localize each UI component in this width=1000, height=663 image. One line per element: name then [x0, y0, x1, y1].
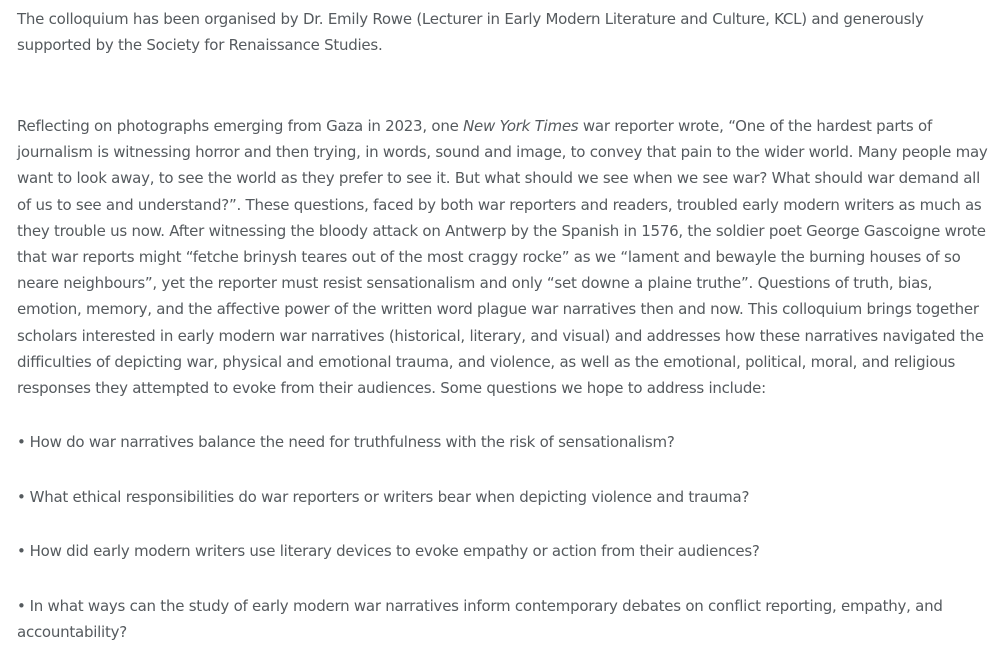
bullet-icon: •	[17, 488, 26, 506]
main-paragraph-text-rest: war reporter wrote, “One of the hardest parts of journalism is witnessing horror and then trying, in words, sound and image, to convey that pain to the wider world. Many people may want to look away, to see the world as they prefer to see it. But what should we see when we see war? What should war demand all of us to see and understand?”. These questions, faced by both war reporters and readers, troubled early modern writers as much as they trouble us now. After witnessing the bloody attack on Antwerp by the Spanish in 1576, the soldier poet George Gascoigne wrote that war reports might “fetche brinysh teares out of the most craggy rocke” as we “lament and bewayle the burning houses of so neare neighbours”, yet the reporter must resist sensationalism and only “set downe a plaine truthe”. Questions of truth, bias, emotion, memory, and the affective power of the written word plague war narratives then and now. This colloquium brings together scholars interested in early modern war narratives (historical, literary, and visual) and addresses how these narratives navigated the difficulties of depicting war, physical and emotional trauma, and violence, as well as the emotional, political, moral, and religious responses they attempted to evoke from their audiences. Some questions we hope to address include:	[17, 117, 988, 398]
question-text: How do war narratives balance the need for truthfulness with the risk of sensationalism?	[29, 433, 675, 451]
bullet-icon: •	[17, 542, 26, 560]
bullet-icon: •	[17, 597, 26, 615]
question-list-item	[17, 484, 992, 510]
main-paragraph-text-start: Reflecting on photographs emerging from Gaza in 2023, one	[17, 117, 464, 135]
question-list-item	[17, 429, 992, 455]
bullet-icon: •	[17, 433, 26, 451]
intro-paragraph: The colloquium has been organised by Dr. Emily Rowe (Lecturer in Early Modern Literature and Culture, KCL) and generously supported by the Society for Renaissance Studies.	[17, 10, 924, 55]
question-list-item	[17, 593, 992, 645]
main-paragraph	[17, 113, 992, 401]
question-text: In what ways can the study of early modern war narratives inform contemporary debates on conflict reporting, empathy, and accountability?	[17, 597, 943, 642]
question-text: What ethical responsibilities do war reporters or writers bear when depicting violence and trauma?	[29, 488, 750, 506]
question-text: How did early modern writers use literary devices to evoke empathy or action from their audiences?	[29, 542, 760, 560]
question-list-item	[17, 538, 992, 564]
publication-title: New York Times	[463, 117, 579, 135]
